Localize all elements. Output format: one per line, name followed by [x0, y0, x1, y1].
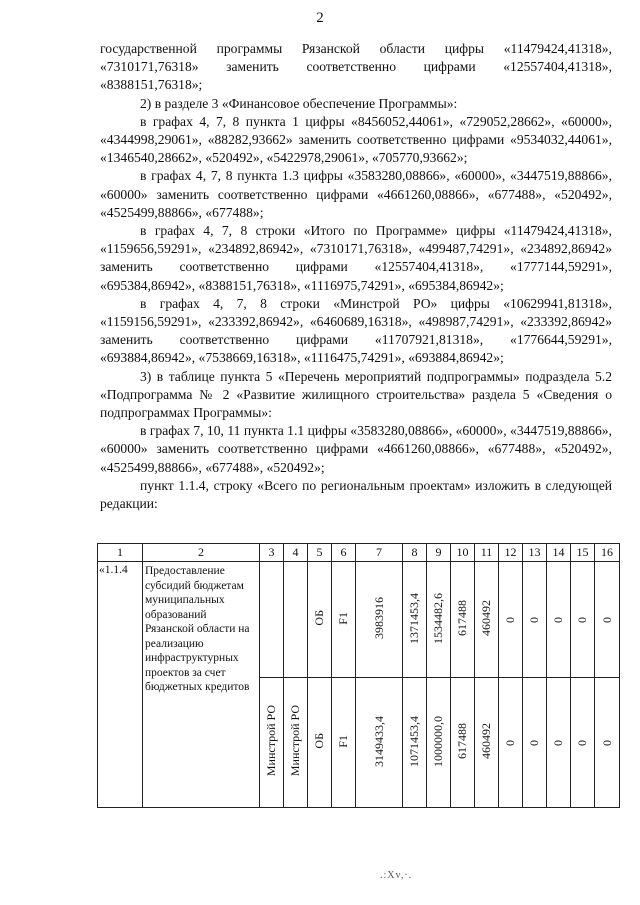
header-cell: 3 — [260, 544, 284, 562]
program-table — [97, 543, 620, 808]
table-cell: 3983916 — [356, 562, 403, 678]
scan-artifact: .:Xv,·. — [380, 870, 413, 881]
table-cell: F1 — [332, 678, 356, 808]
paragraph: пункт 1.1.4, строку «Всего по региональным проектам» изложить в следующей редакции: — [100, 477, 612, 512]
table-cell: 460492 — [475, 562, 499, 678]
table-cell: 3149433,4 — [356, 678, 403, 808]
header-cell: 10 — [451, 544, 475, 562]
header-cell: 13 — [523, 544, 547, 562]
header-cell: 2 — [143, 544, 260, 562]
table-cell: 0 — [571, 562, 595, 678]
paragraph: в графах 4, 7, 8 пункта 1.3 цифры «3583280,08866», «60000», «3447519,88866», «60000» заменить соответственно цифрами «4661260,08866», «677488», «520492», «4525499,88866», «677488»; — [100, 168, 612, 220]
table-cell: 0 — [547, 678, 571, 808]
header-cell: 16 — [595, 544, 620, 562]
table-cell: Минстрой РО — [284, 678, 308, 808]
table-cell: 617488 — [451, 562, 475, 678]
header-cell: 1 — [98, 544, 143, 562]
table-cell — [284, 562, 308, 678]
paragraph: 2) в разделе 3 «Финансовое обеспечение Программы»: — [140, 95, 458, 111]
item-number-cell: «1.1.4 — [98, 562, 143, 808]
table-row — [98, 562, 620, 678]
table-cell: 0 — [499, 678, 523, 808]
table-cell: 0 — [523, 562, 547, 678]
table-cell: 460492 — [475, 678, 499, 808]
header-cell: 5 — [308, 544, 332, 562]
table-cell: Минстрой РО — [260, 678, 284, 808]
table-cell: 1534482,6 — [427, 562, 451, 678]
paragraph: в графах 7, 10, 11 пункта 1.1 цифры «3583280,08866», «60000», «3447519,88866», «60000» заменить соответственно цифрами «4661260,08866», «677488», «520492», «4525499,88866», «677488», «520492»; — [100, 423, 612, 475]
table-cell — [260, 562, 284, 678]
table-cell: 617488 — [451, 678, 475, 808]
description-cell: Предоставление субсидий бюджетам муниципальных образований Рязанской области на реализацию инфраструктурных проектов за счет бюджетных кредитов — [143, 562, 260, 808]
table-cell: 0 — [547, 562, 571, 678]
table-cell: 0 — [499, 562, 523, 678]
paragraph: в графах 4, 7, 8 строки «Итого по Программе» цифры «11479424,41318», «1159656,59291», «234892,86942», «7310171,76318», «499487,74291», «234892,86942» заменить соответственно цифрами «12557404,41318», «1777144,59291», «695384,86942», «8388151,76318», «1116975,74291», «695384,86942»; — [100, 223, 612, 293]
paragraph: 3) в таблице пункта 5 «Перечень мероприятий подпрограммы» подраздела 5.2 «Подпрограмма № 2 «Развитие жилищного строительства» раздела 5 «Сведения о подпрограммах Программы»: — [100, 368, 612, 421]
table-cell: ОБ — [308, 562, 332, 678]
paragraph: в графах 4, 7, 8 строки «Минстрой РО» цифры «10629941,81318», «1159156,59291», «233392,86942», «6460689,16318», «498987,74291», «233392,86942» заменить соответственно цифрами «11707921,81318», «1776644,59291», «693884,86942», «7538669,16318», «1116475,74291», «693884,86942»; — [100, 295, 612, 366]
header-cell: 6 — [332, 544, 356, 562]
table-cell: 0 — [571, 678, 595, 808]
table-cell: 0 — [595, 678, 620, 808]
table-cell: ОБ — [308, 678, 332, 808]
table-cell: 1071453,4 — [403, 678, 427, 808]
table-cell: F1 — [332, 562, 356, 678]
header-cell: 14 — [547, 544, 571, 562]
table-cell: 1000000,0 — [427, 678, 451, 808]
document-body — [100, 40, 612, 513]
page-number: 2 — [316, 10, 324, 26]
header-cell: 8 — [403, 544, 427, 562]
header-cell: 9 — [427, 544, 451, 562]
header-cell: 4 — [284, 544, 308, 562]
paragraph: в графах 4, 7, 8 пункта 1 цифры «8456052,44061», «729052,28662», «60000», «4344998,29061», «88282,93662» заменить соответственно цифрами «9534032,44061», «1346540,28662», «520492», «5422978,29061», «705770,93662»; — [100, 113, 612, 166]
header-cell: 15 — [571, 544, 595, 562]
table-cell: 0 — [595, 562, 620, 678]
paragraph: государственной программы Рязанской области цифры «11479424,41318», «7310171,76318» заменить соответственно цифрами «12557404,41318», «8388151,76318»; — [100, 41, 612, 93]
table-cell: 0 — [523, 678, 547, 808]
table-cell: 1371453,4 — [403, 562, 427, 678]
header-cell: 12 — [499, 544, 523, 562]
header-cell: 11 — [475, 544, 499, 562]
table-header-row — [98, 544, 620, 562]
header-cell: 7 — [356, 544, 403, 562]
